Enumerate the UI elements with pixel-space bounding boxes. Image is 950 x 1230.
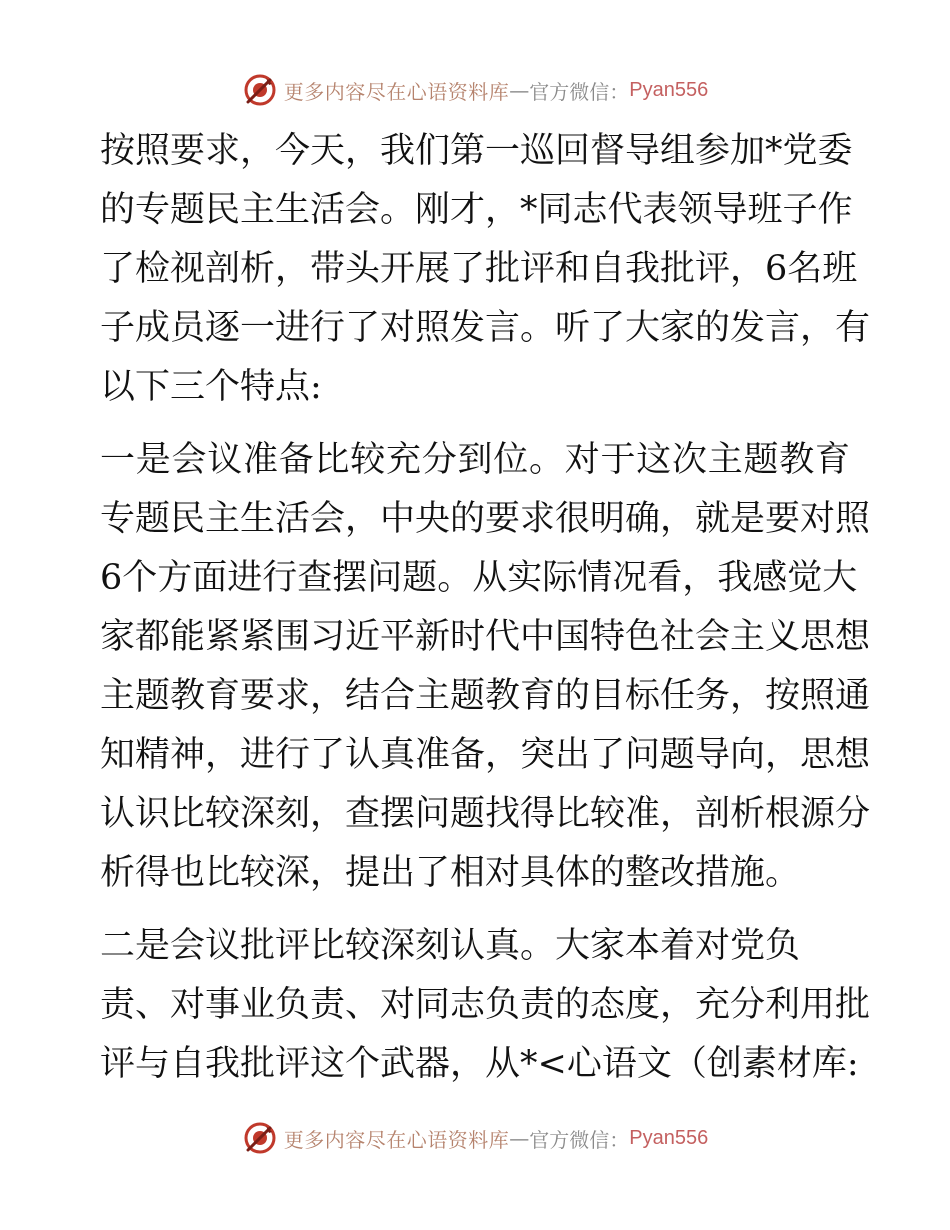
text-line: 析得也比较深，提出了相对具体的整改措施。	[100, 853, 801, 893]
text-line: 主题教育要求，结合主题教育的目标任务，按照通	[100, 676, 871, 716]
footer-separator: —	[509, 1126, 530, 1150]
brand-logo-icon	[242, 1120, 278, 1156]
document-body	[100, 122, 871, 1094]
text-line: 一是会议准备比较充分到位。对于这次主题教育	[100, 440, 850, 480]
header-separator: —	[509, 78, 530, 102]
text-line: 家都能紧紧围习近平新时代中国特色社会主义思想	[100, 617, 871, 657]
paragraph-1	[100, 122, 871, 417]
header-wechat-id: Pyan556	[629, 78, 709, 101]
text-line: 6个方面进行查摆问题。从实际情况看，我感觉大	[100, 558, 858, 598]
footer-wechat-label: 官方微信：	[529, 1127, 630, 1152]
text-line: 知精神，进行了认真准备，突出了问题导向，思想	[100, 735, 871, 775]
text-line: 按照要求，今天，我们第一巡回督导组参加*党委	[100, 131, 853, 171]
text-line: 子成员逐一进行了对照发言。听了大家的发言，有	[100, 308, 871, 348]
text-line: 二是会议批评比较深刻认真。大家本着对党负	[100, 926, 801, 966]
text-line: 认识比较深刻，查摆问题找得比较准，剖析根源分	[100, 794, 871, 834]
text-line: 责、对事业负责、对同志负责的态度，充分利用批	[100, 985, 871, 1025]
text-line: 了检视剖析，带头开展了批评和自我批评，6名班	[100, 249, 858, 289]
footer-banner	[0, 1118, 950, 1158]
footer-brand-text: 更多内容尽在心语资料库	[283, 1127, 510, 1152]
paragraph-2	[100, 431, 871, 903]
header-wechat-label: 官方微信：	[529, 79, 630, 104]
brand-logo-icon	[242, 72, 278, 108]
text-line: 以下三个特点:	[100, 367, 322, 407]
text-line: 专题民主生活会，中央的要求很明确，就是要对照	[100, 499, 871, 539]
footer-wechat-id: Pyan556	[629, 1126, 709, 1149]
text-line: 评与自我批评这个武器，从*<心语文（创素材库:	[100, 1044, 859, 1084]
paragraph-3	[100, 917, 871, 1094]
header-brand-text: 更多内容尽在心语资料库	[283, 79, 510, 104]
text-line: 的专题民主生活会。刚才，*同志代表领导班子作	[100, 190, 853, 230]
header-banner	[0, 70, 950, 110]
